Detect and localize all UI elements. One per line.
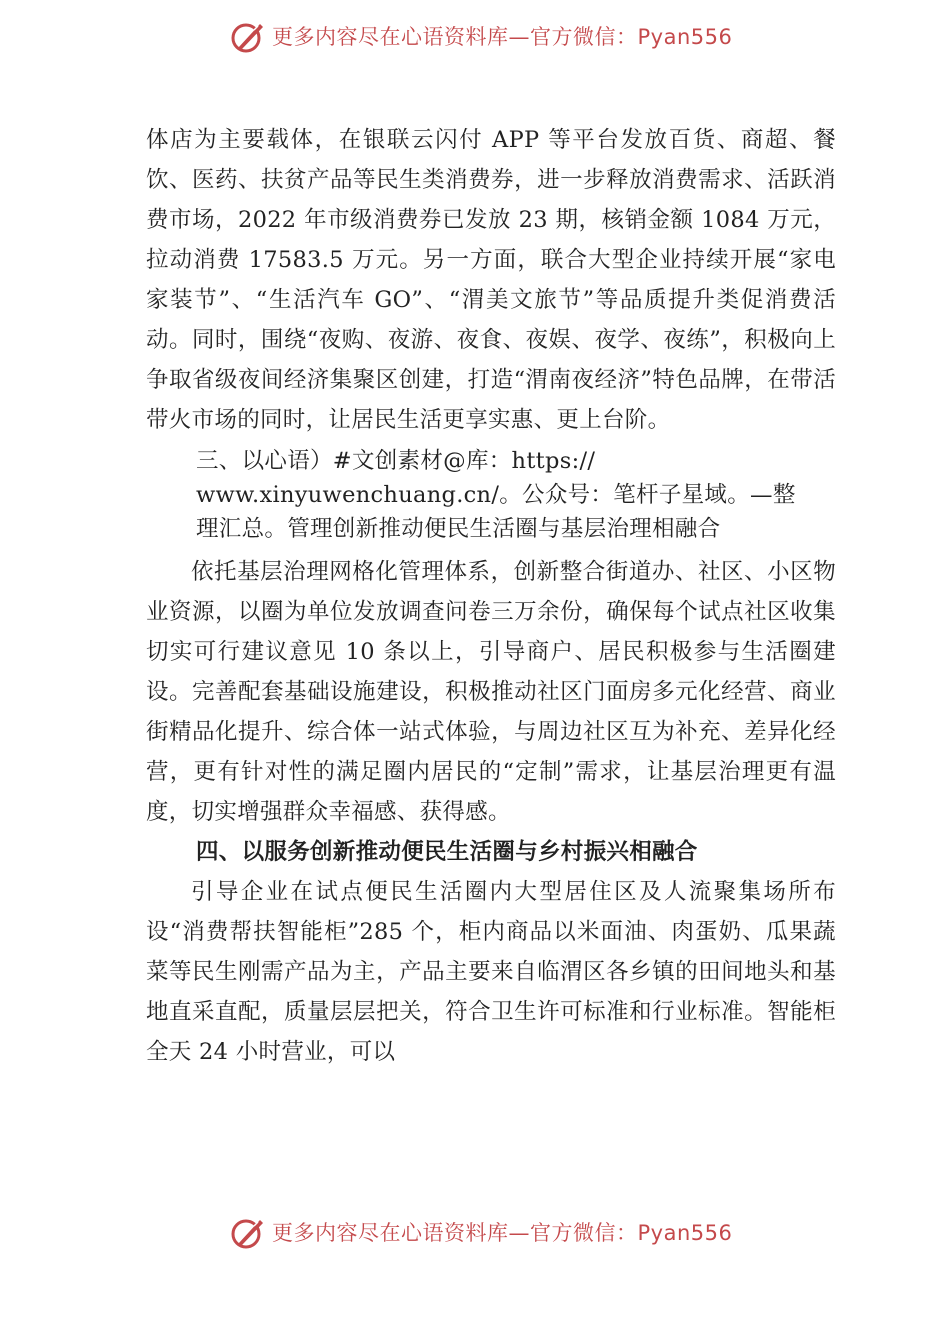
- section-three-heading: [146, 444, 836, 546]
- paragraph-grassroots-governance: 依托基层治理网格化管理体系，创新整合街道办、社区、小区物业资源，以圈为单位发放调查问卷三万余份，确保每个试点社区收集切实可行建议意见 10 条以上，引导商户、居民积极参与生活圈建设。完善配套基础设施建设，积极推动社区门面房多元化经营、商业街精品化提升、综合体一站式体验，与周边社区互为补充、差异化经营，更有针对性的满足圈内居民的“定制”需求，让基层治理更有温度，切实增强群众幸福感、获得感。: [146, 559, 836, 825]
- paragraph-consumption-vouchers: 体店为主要载体，在银联云闪付 APP 等平台发放百货、商超、餐饮、医药、扶贫产品等民生类消费券，进一步释放消费需求、活跃消费市场，2022 年市级消费券已发放 23 期，核销金额 1084 万元，拉动消费 17583.5 万元。另一方面，联合大型企业持续开展“家电家装节”、“生活汽车 GO”、“渭美文旅节”等品质提升类促消费活动。同时，围绕“夜购、夜游、夜食、夜娱、夜学、夜练”，积极向上争取省级夜间经济集聚区创建，打造“渭南夜经济”特色品牌，在带活带火市场的同时，让居民生活更享实惠、更上台阶。: [146, 127, 836, 433]
- quill-pen-circle-icon: [230, 1214, 266, 1250]
- quill-pen-circle-icon: [230, 18, 266, 54]
- paragraph-rural-revitalization: 引导企业在试点便民生活圈内大型居住区及人流聚集场所布设“消费帮扶智能柜”285 个，柜内商品以米面油、肉蛋奶、瓜果蔬菜等民生刚需产品为主，产品主要来自临渭区各乡镇的田间地头和基地直采直配，质量层层把关，符合卫生许可标准和行业标准。智能柜全天 24 小时营业，可以: [146, 879, 836, 1065]
- document-body: [146, 120, 836, 1072]
- banner-text: 更多内容尽在心语资料库—官方微信：Pyan556: [272, 25, 733, 49]
- heading3-line2: www.xinyuwenchuang.cn/。公众号：笔杆子星域。—整: [196, 482, 796, 508]
- heading3-line3: 理汇总。管理创新推动便民生活圈与基层治理相融合: [196, 516, 721, 542]
- heading3-line1: 三、以心语）#文创素材@库：https://: [196, 448, 596, 474]
- header-banner: [230, 16, 750, 56]
- section-four-heading: 四、以服务创新推动便民生活圈与乡村振兴相融合: [196, 839, 698, 865]
- footer-banner: [230, 1212, 750, 1252]
- banner-text: 更多内容尽在心语资料库—官方微信：Pyan556: [272, 1221, 733, 1245]
